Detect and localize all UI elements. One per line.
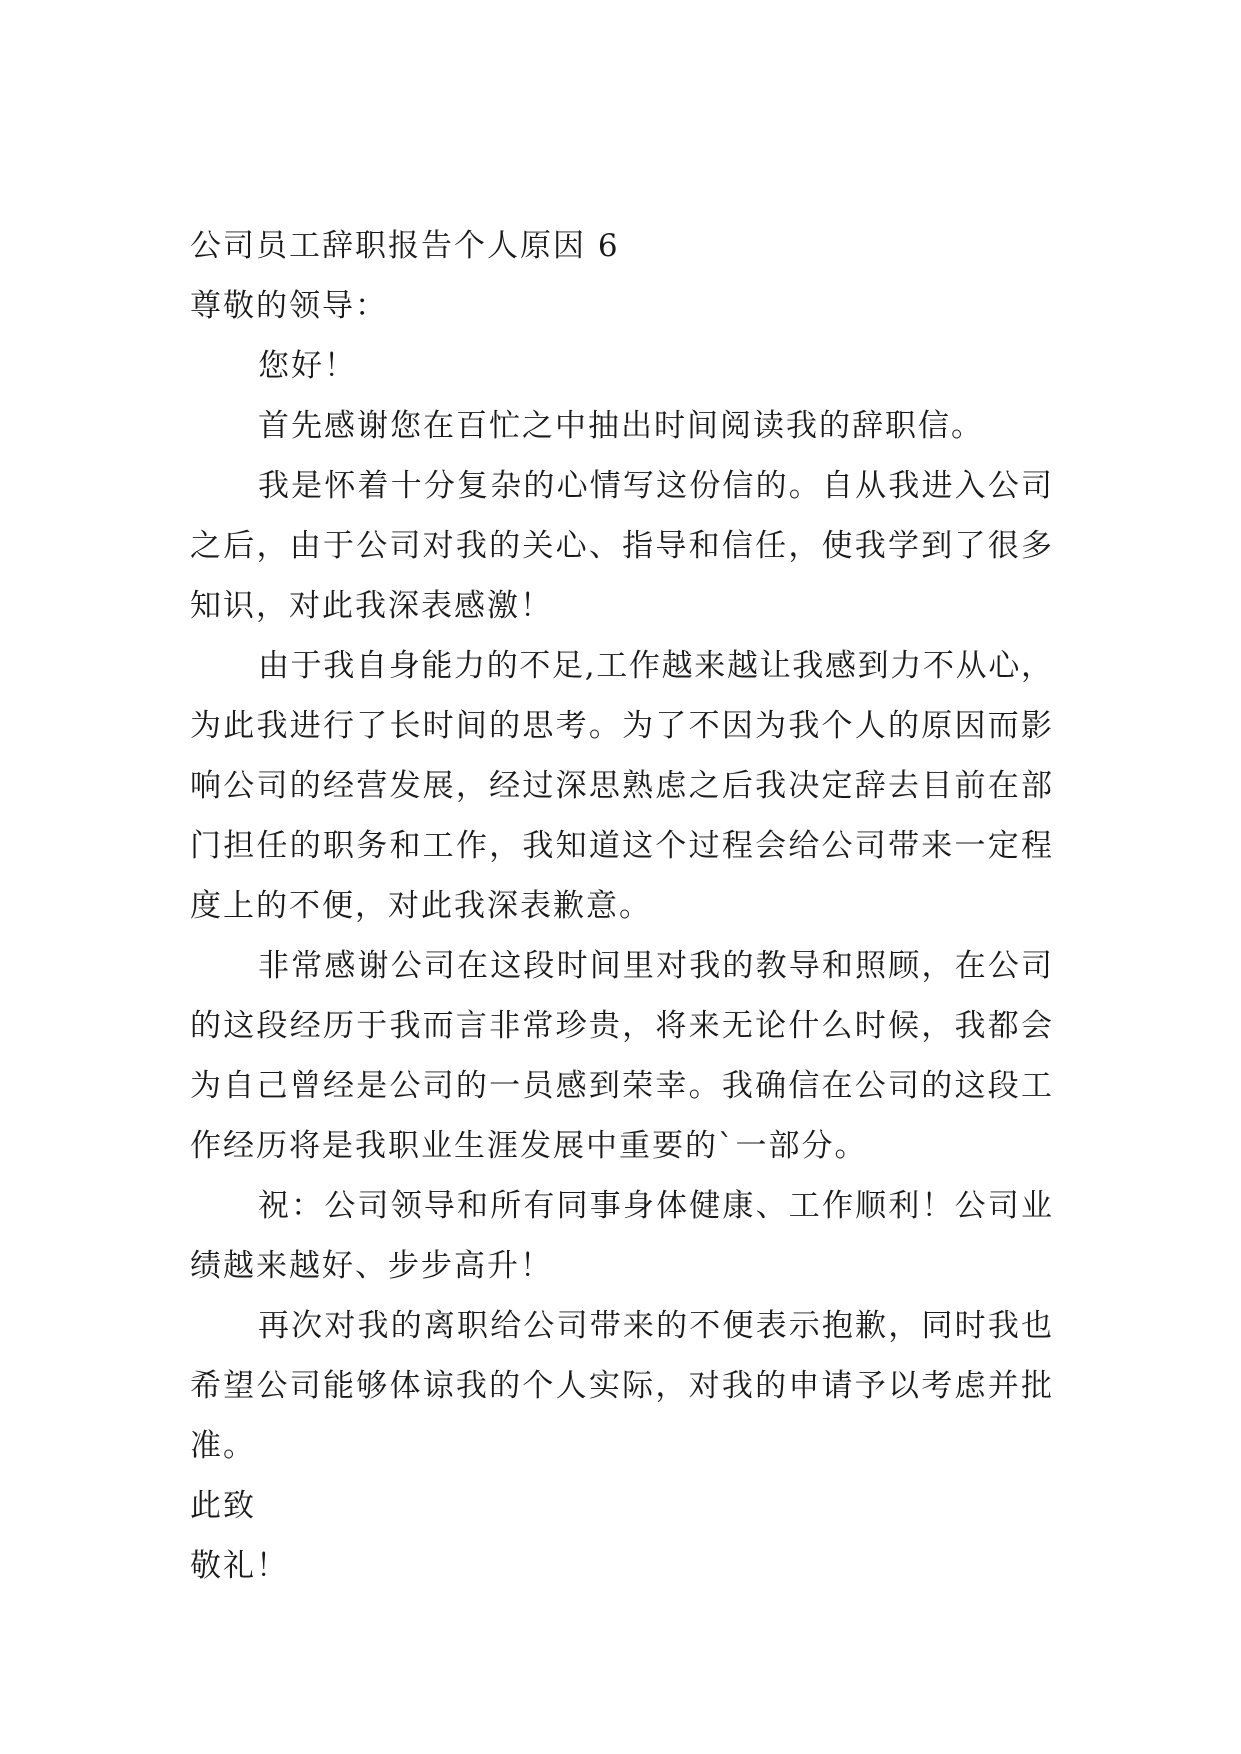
body-line: 的这段经历于我而言非常珍贵，将来无论什么时候，我都会 xyxy=(190,1008,1052,1044)
body-line: 度上的不便，对此我深表歉意。 xyxy=(190,888,652,924)
body-line: 再次对我的离职给公司带来的不便表示抱歉，同时我也 xyxy=(258,1308,1052,1344)
body-line: 绩越来越好、步步高升！ xyxy=(190,1248,553,1284)
body-line: 希望公司能够体谅我的个人实际，对我的申请予以考虑并批 xyxy=(190,1368,1052,1404)
body-line: 首先感谢您在百忙之中抽出时间阅读我的辞职信。 xyxy=(258,408,984,444)
body-line: 为此我进行了长时间的思考。为了不因为我个人的原因而影 xyxy=(190,708,1052,744)
body-line: 我是怀着十分复杂的心情写这份信的。自从我进入公司 xyxy=(258,468,1052,504)
body-line: 之后，由于公司对我的关心、指导和信任，使我学到了很多 xyxy=(190,528,1052,564)
body-line: 知识，对此我深表感激！ xyxy=(190,588,553,624)
body-line: 响公司的经营发展，经过深思熟虑之后我决定辞去目前在部 xyxy=(190,768,1052,804)
closing-line-1: 此致 xyxy=(190,1488,256,1524)
body-line: 祝：公司领导和所有同事身体健康、工作顺利！公司业 xyxy=(258,1188,1052,1224)
salutation: 尊敬的领导： xyxy=(190,288,388,324)
body-line: 由于我自身能力的不足,工作越来越让我感到力不从心， xyxy=(258,648,1052,684)
body-line: 为自己曾经是公司的一员感到荣幸。我确信在公司的这段工 xyxy=(190,1068,1052,1104)
greeting: 您好！ xyxy=(258,348,357,384)
body-line: 准。 xyxy=(190,1428,256,1464)
body-line: 非常感谢公司在这段时间里对我的教导和照顾，在公司 xyxy=(258,948,1052,984)
body-line: 门担任的职务和工作，我知道这个过程会给公司带来一定程 xyxy=(190,828,1052,864)
closing-line-2: 敬礼！ xyxy=(190,1548,289,1584)
document-title: 公司员工辞职报告个人原因 6 xyxy=(190,228,620,264)
body-line: 作经历将是我职业生涯发展中重要的`一部分。 xyxy=(190,1128,868,1164)
